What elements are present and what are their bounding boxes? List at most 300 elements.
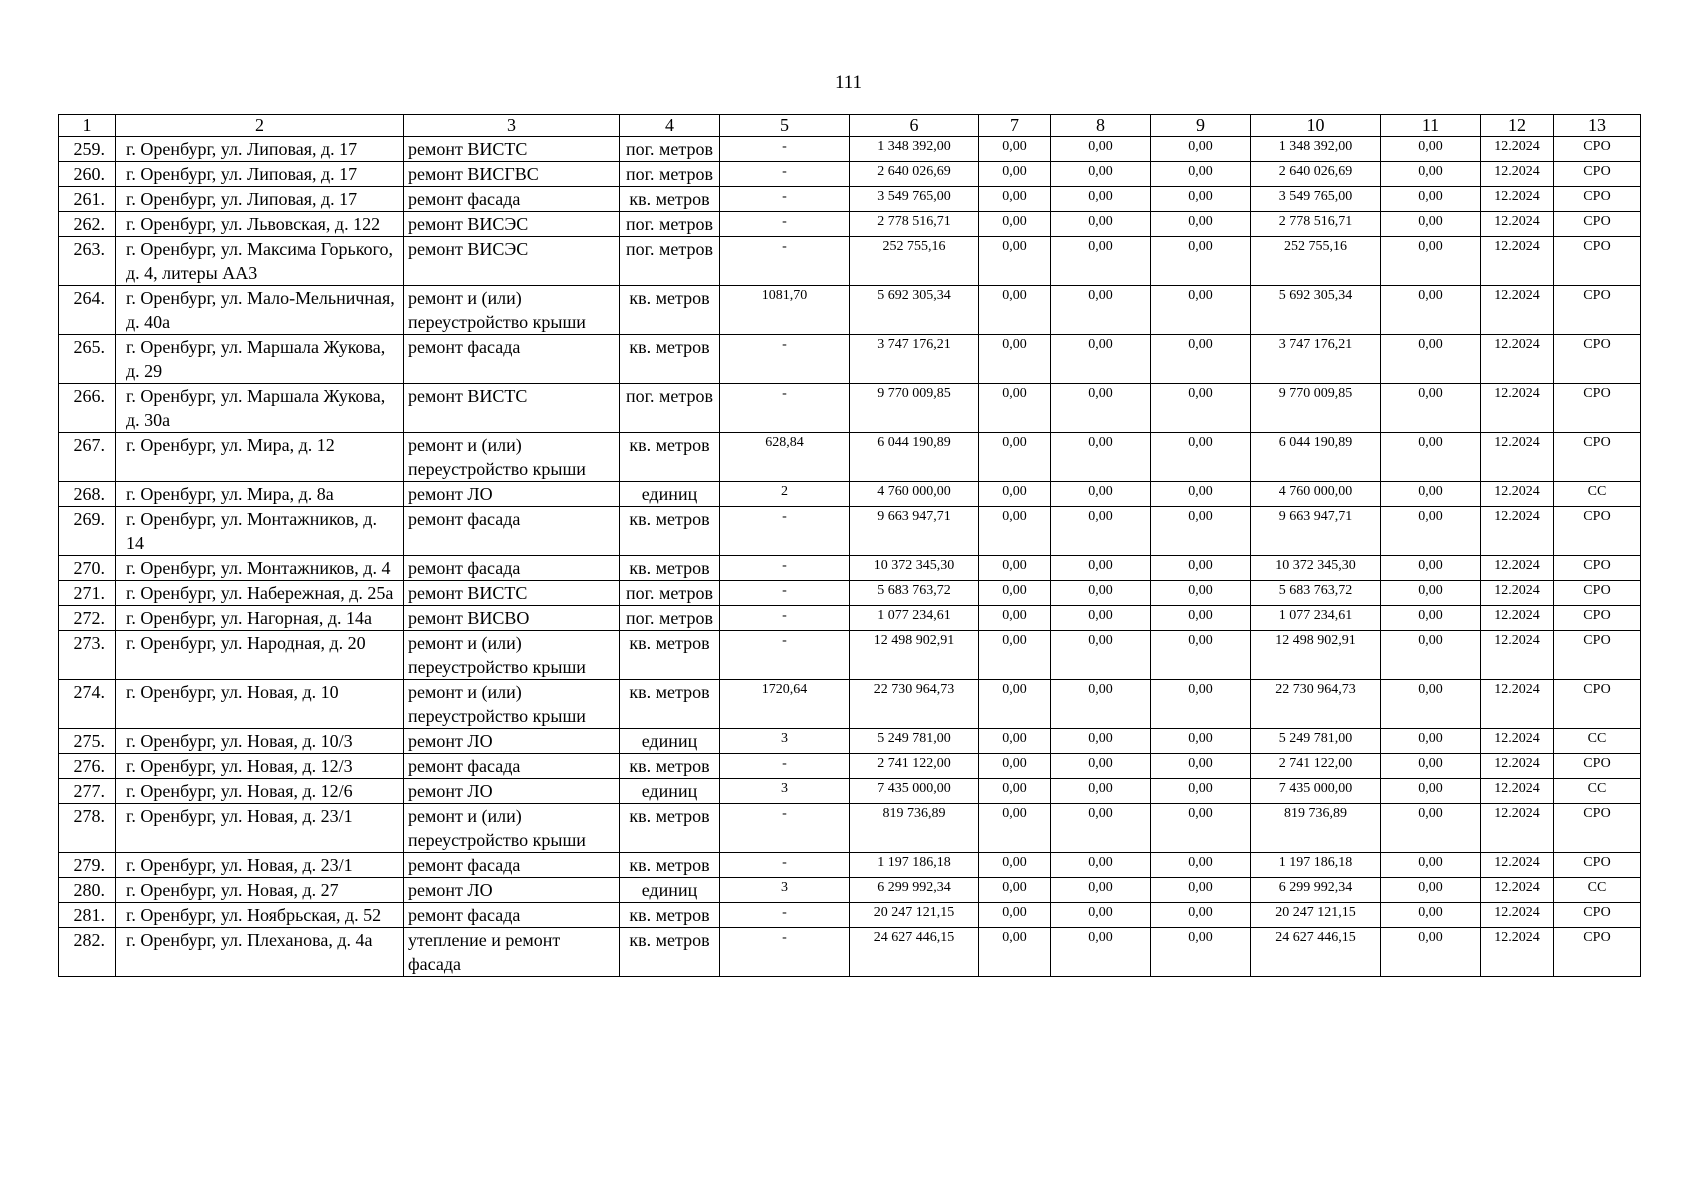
row-number-cell: 270. bbox=[59, 556, 116, 581]
other-funds-cell: 0,00 bbox=[1381, 903, 1481, 928]
table-row bbox=[59, 137, 1641, 162]
total-cost-cell: 5 692 305,34 bbox=[850, 286, 979, 335]
total-cost-cell: 22 730 964,73 bbox=[850, 680, 979, 729]
fund-cost-cell: 0,00 bbox=[979, 606, 1051, 631]
deadline-cell: 12.2024 bbox=[1481, 162, 1554, 187]
total-cost-cell: 5 249 781,00 bbox=[850, 729, 979, 754]
work-type-cell: ремонт фасада bbox=[404, 507, 620, 556]
fund-cost-cell: 0,00 bbox=[979, 433, 1051, 482]
total-cost-cell: 7 435 000,00 bbox=[850, 779, 979, 804]
fund-type-cell: СРО bbox=[1554, 680, 1641, 729]
budget-cost-cell: 0,00 bbox=[1051, 187, 1151, 212]
deadline-cell: 12.2024 bbox=[1481, 384, 1554, 433]
fund-type-cell: СРО bbox=[1554, 903, 1641, 928]
deadline-cell: 12.2024 bbox=[1481, 137, 1554, 162]
fund-type-cell: СРО bbox=[1554, 384, 1641, 433]
budget-cost-cell: 0,00 bbox=[1051, 779, 1151, 804]
total-cost-cell: 819 736,89 bbox=[850, 804, 979, 853]
unit-cell: пог. метров bbox=[620, 606, 720, 631]
fund-cost-cell: 0,00 bbox=[979, 804, 1051, 853]
address-cell: г. Оренбург, ул. Новая, д. 10/3 bbox=[116, 729, 404, 754]
fund-cost-cell: 0,00 bbox=[979, 507, 1051, 556]
total-cost-cell: 2 640 026,69 bbox=[850, 162, 979, 187]
budget-cost-cell: 0,00 bbox=[1051, 237, 1151, 286]
total-cost-cell: 1 197 186,18 bbox=[850, 853, 979, 878]
table-row bbox=[59, 754, 1641, 779]
address-cell: г. Оренбург, ул. Плеханова, д. 4а bbox=[116, 928, 404, 977]
row-number-cell: 273. bbox=[59, 631, 116, 680]
table-row bbox=[59, 853, 1641, 878]
row-number-cell: 265. bbox=[59, 335, 116, 384]
work-type-cell: ремонт ВИСТС bbox=[404, 384, 620, 433]
column-header: 10 bbox=[1251, 115, 1381, 137]
total-cost-cell: 6 299 992,34 bbox=[850, 878, 979, 903]
deadline-cell: 12.2024 bbox=[1481, 631, 1554, 680]
row-number-cell: 276. bbox=[59, 754, 116, 779]
total-cost-cell: 24 627 446,15 bbox=[850, 928, 979, 977]
budget-cost-cell: 0,00 bbox=[1051, 507, 1151, 556]
total-cost-cell: 2 778 516,71 bbox=[850, 212, 979, 237]
owners-funds-cell: 6 044 190,89 bbox=[1251, 433, 1381, 482]
fund-cost-cell: 0,00 bbox=[979, 556, 1051, 581]
fund-type-cell: СРО bbox=[1554, 853, 1641, 878]
owners-funds-cell: 5 692 305,34 bbox=[1251, 286, 1381, 335]
total-cost-cell: 5 683 763,72 bbox=[850, 581, 979, 606]
fund-type-cell: СРО bbox=[1554, 606, 1641, 631]
owners-funds-cell: 2 778 516,71 bbox=[1251, 212, 1381, 237]
row-number-cell: 267. bbox=[59, 433, 116, 482]
column-header: 1 bbox=[59, 115, 116, 137]
row-number-cell: 274. bbox=[59, 680, 116, 729]
other-funds-cell: 0,00 bbox=[1381, 137, 1481, 162]
fund-cost-cell: 0,00 bbox=[979, 384, 1051, 433]
work-type-cell: ремонт ЛО bbox=[404, 878, 620, 903]
budget-cost-cell: 0,00 bbox=[1051, 754, 1151, 779]
fund-cost-cell: 0,00 bbox=[979, 779, 1051, 804]
address-cell: г. Оренбург, ул. Максима Горького, д. 4, литеры АА3 bbox=[116, 237, 404, 286]
owners-funds-cell: 9 663 947,71 bbox=[1251, 507, 1381, 556]
fund-type-cell: СРО bbox=[1554, 162, 1641, 187]
fund-cost-cell: 0,00 bbox=[979, 162, 1051, 187]
work-type-cell: ремонт фасада bbox=[404, 903, 620, 928]
fund-type-cell: СС bbox=[1554, 729, 1641, 754]
fund-cost-cell: 0,00 bbox=[979, 482, 1051, 507]
address-cell: г. Оренбург, ул. Набережная, д. 25а bbox=[116, 581, 404, 606]
budget-cost-cell: 0,00 bbox=[1051, 631, 1151, 680]
work-type-cell: ремонт ВИСТС bbox=[404, 137, 620, 162]
table-body bbox=[59, 137, 1641, 977]
other-funds-cell: 0,00 bbox=[1381, 804, 1481, 853]
table-row bbox=[59, 729, 1641, 754]
deadline-cell: 12.2024 bbox=[1481, 237, 1554, 286]
page-number: 111 bbox=[834, 72, 863, 93]
budget-cost-cell: 0,00 bbox=[1051, 556, 1151, 581]
local-budget-cell: 0,00 bbox=[1151, 335, 1251, 384]
local-budget-cell: 0,00 bbox=[1151, 507, 1251, 556]
address-cell: г. Оренбург, ул. Мира, д. 8а bbox=[116, 482, 404, 507]
budget-cost-cell: 0,00 bbox=[1051, 729, 1151, 754]
local-budget-cell: 0,00 bbox=[1151, 903, 1251, 928]
deadline-cell: 12.2024 bbox=[1481, 754, 1554, 779]
deadline-cell: 12.2024 bbox=[1481, 606, 1554, 631]
work-type-cell: ремонт фасада bbox=[404, 335, 620, 384]
unit-cell: единиц bbox=[620, 779, 720, 804]
table-row bbox=[59, 928, 1641, 977]
work-type-cell: ремонт и (или) переустройство крыши bbox=[404, 433, 620, 482]
total-cost-cell: 2 741 122,00 bbox=[850, 754, 979, 779]
budget-cost-cell: 0,00 bbox=[1051, 928, 1151, 977]
address-cell: г. Оренбург, ул. Новая, д. 10 bbox=[116, 680, 404, 729]
quantity-cell: - bbox=[720, 804, 850, 853]
owners-funds-cell: 2 741 122,00 bbox=[1251, 754, 1381, 779]
unit-cell: единиц bbox=[620, 482, 720, 507]
fund-type-cell: СРО bbox=[1554, 137, 1641, 162]
fund-type-cell: СРО bbox=[1554, 507, 1641, 556]
row-number-cell: 261. bbox=[59, 187, 116, 212]
quantity-cell: 1081,70 bbox=[720, 286, 850, 335]
owners-funds-cell: 252 755,16 bbox=[1251, 237, 1381, 286]
owners-funds-cell: 1 348 392,00 bbox=[1251, 137, 1381, 162]
row-number-cell: 281. bbox=[59, 903, 116, 928]
local-budget-cell: 0,00 bbox=[1151, 779, 1251, 804]
other-funds-cell: 0,00 bbox=[1381, 482, 1481, 507]
other-funds-cell: 0,00 bbox=[1381, 779, 1481, 804]
work-type-cell: ремонт и (или) переустройство крыши bbox=[404, 804, 620, 853]
address-cell: г. Оренбург, ул. Новая, д. 23/1 bbox=[116, 853, 404, 878]
budget-cost-cell: 0,00 bbox=[1051, 903, 1151, 928]
unit-cell: кв. метров bbox=[620, 507, 720, 556]
table-row bbox=[59, 804, 1641, 853]
budget-cost-cell: 0,00 bbox=[1051, 162, 1151, 187]
owners-funds-cell: 5 683 763,72 bbox=[1251, 581, 1381, 606]
row-number-cell: 279. bbox=[59, 853, 116, 878]
fund-cost-cell: 0,00 bbox=[979, 631, 1051, 680]
deadline-cell: 12.2024 bbox=[1481, 903, 1554, 928]
fund-type-cell: СРО bbox=[1554, 286, 1641, 335]
other-funds-cell: 0,00 bbox=[1381, 581, 1481, 606]
unit-cell: пог. метров bbox=[620, 237, 720, 286]
address-cell: г. Оренбург, ул. Ноябрьская, д. 52 bbox=[116, 903, 404, 928]
other-funds-cell: 0,00 bbox=[1381, 187, 1481, 212]
deadline-cell: 12.2024 bbox=[1481, 556, 1554, 581]
address-cell: г. Оренбург, ул. Новая, д. 12/6 bbox=[116, 779, 404, 804]
quantity-cell: - bbox=[720, 903, 850, 928]
work-type-cell: ремонт ВИСВО bbox=[404, 606, 620, 631]
column-header: 8 bbox=[1051, 115, 1151, 137]
fund-type-cell: СС bbox=[1554, 482, 1641, 507]
quantity-cell: - bbox=[720, 384, 850, 433]
column-header: 3 bbox=[404, 115, 620, 137]
other-funds-cell: 0,00 bbox=[1381, 162, 1481, 187]
fund-cost-cell: 0,00 bbox=[979, 286, 1051, 335]
table-row bbox=[59, 903, 1641, 928]
unit-cell: кв. метров bbox=[620, 903, 720, 928]
fund-cost-cell: 0,00 bbox=[979, 212, 1051, 237]
row-number-cell: 269. bbox=[59, 507, 116, 556]
work-type-cell: ремонт фасада bbox=[404, 187, 620, 212]
column-header: 5 bbox=[720, 115, 850, 137]
other-funds-cell: 0,00 bbox=[1381, 853, 1481, 878]
fund-cost-cell: 0,00 bbox=[979, 853, 1051, 878]
total-cost-cell: 10 372 345,30 bbox=[850, 556, 979, 581]
address-cell: г. Оренбург, ул. Мало-Мельничная, д. 40а bbox=[116, 286, 404, 335]
unit-cell: кв. метров bbox=[620, 680, 720, 729]
deadline-cell: 12.2024 bbox=[1481, 286, 1554, 335]
other-funds-cell: 0,00 bbox=[1381, 606, 1481, 631]
owners-funds-cell: 4 760 000,00 bbox=[1251, 482, 1381, 507]
deadline-cell: 12.2024 bbox=[1481, 335, 1554, 384]
total-cost-cell: 1 077 234,61 bbox=[850, 606, 979, 631]
fund-type-cell: СРО bbox=[1554, 335, 1641, 384]
fund-cost-cell: 0,00 bbox=[979, 237, 1051, 286]
fund-type-cell: СРО bbox=[1554, 928, 1641, 977]
row-number-cell: 275. bbox=[59, 729, 116, 754]
deadline-cell: 12.2024 bbox=[1481, 433, 1554, 482]
fund-cost-cell: 0,00 bbox=[979, 335, 1051, 384]
local-budget-cell: 0,00 bbox=[1151, 754, 1251, 779]
owners-funds-cell: 12 498 902,91 bbox=[1251, 631, 1381, 680]
address-cell: г. Оренбург, ул. Новая, д. 27 bbox=[116, 878, 404, 903]
local-budget-cell: 0,00 bbox=[1151, 804, 1251, 853]
local-budget-cell: 0,00 bbox=[1151, 433, 1251, 482]
total-cost-cell: 20 247 121,15 bbox=[850, 903, 979, 928]
other-funds-cell: 0,00 bbox=[1381, 729, 1481, 754]
unit-cell: пог. метров bbox=[620, 137, 720, 162]
budget-cost-cell: 0,00 bbox=[1051, 680, 1151, 729]
work-type-cell: ремонт и (или) переустройство крыши bbox=[404, 680, 620, 729]
column-header: 9 bbox=[1151, 115, 1251, 137]
work-type-cell: ремонт и (или) переустройство крыши bbox=[404, 631, 620, 680]
quantity-cell: - bbox=[720, 187, 850, 212]
fund-cost-cell: 0,00 bbox=[979, 187, 1051, 212]
budget-cost-cell: 0,00 bbox=[1051, 804, 1151, 853]
quantity-cell: - bbox=[720, 335, 850, 384]
owners-funds-cell: 2 640 026,69 bbox=[1251, 162, 1381, 187]
deadline-cell: 12.2024 bbox=[1481, 853, 1554, 878]
owners-funds-cell: 20 247 121,15 bbox=[1251, 903, 1381, 928]
unit-cell: единиц bbox=[620, 729, 720, 754]
table-row bbox=[59, 507, 1641, 556]
fund-type-cell: СРО bbox=[1554, 631, 1641, 680]
work-type-cell: ремонт ВИСЭС bbox=[404, 212, 620, 237]
quantity-cell: - bbox=[720, 212, 850, 237]
quantity-cell: - bbox=[720, 137, 850, 162]
unit-cell: кв. метров bbox=[620, 335, 720, 384]
budget-cost-cell: 0,00 bbox=[1051, 433, 1151, 482]
local-budget-cell: 0,00 bbox=[1151, 137, 1251, 162]
fund-cost-cell: 0,00 bbox=[979, 878, 1051, 903]
table-row bbox=[59, 631, 1641, 680]
other-funds-cell: 0,00 bbox=[1381, 928, 1481, 977]
column-header: 12 bbox=[1481, 115, 1554, 137]
unit-cell: кв. метров bbox=[620, 187, 720, 212]
total-cost-cell: 12 498 902,91 bbox=[850, 631, 979, 680]
total-cost-cell: 3 549 765,00 bbox=[850, 187, 979, 212]
work-type-cell: ремонт ВИСЭС bbox=[404, 237, 620, 286]
quantity-cell: - bbox=[720, 754, 850, 779]
owners-funds-cell: 1 197 186,18 bbox=[1251, 853, 1381, 878]
row-number-cell: 264. bbox=[59, 286, 116, 335]
budget-cost-cell: 0,00 bbox=[1051, 212, 1151, 237]
row-number-cell: 266. bbox=[59, 384, 116, 433]
fund-type-cell: СРО bbox=[1554, 804, 1641, 853]
work-type-cell: ремонт ЛО bbox=[404, 729, 620, 754]
deadline-cell: 12.2024 bbox=[1481, 729, 1554, 754]
capital-repair-table bbox=[58, 114, 1641, 977]
deadline-cell: 12.2024 bbox=[1481, 928, 1554, 977]
unit-cell: кв. метров bbox=[620, 928, 720, 977]
owners-funds-cell: 3 549 765,00 bbox=[1251, 187, 1381, 212]
unit-cell: кв. метров bbox=[620, 433, 720, 482]
row-number-cell: 271. bbox=[59, 581, 116, 606]
row-number-cell: 268. bbox=[59, 482, 116, 507]
table-row bbox=[59, 212, 1641, 237]
work-type-cell: утепление и ремонт фасада bbox=[404, 928, 620, 977]
deadline-cell: 12.2024 bbox=[1481, 212, 1554, 237]
table-row bbox=[59, 878, 1641, 903]
other-funds-cell: 0,00 bbox=[1381, 286, 1481, 335]
budget-cost-cell: 0,00 bbox=[1051, 482, 1151, 507]
unit-cell: кв. метров bbox=[620, 286, 720, 335]
row-number-cell: 262. bbox=[59, 212, 116, 237]
column-header: 11 bbox=[1381, 115, 1481, 137]
local-budget-cell: 0,00 bbox=[1151, 212, 1251, 237]
total-cost-cell: 4 760 000,00 bbox=[850, 482, 979, 507]
local-budget-cell: 0,00 bbox=[1151, 853, 1251, 878]
address-cell: г. Оренбург, ул. Львовская, д. 122 bbox=[116, 212, 404, 237]
unit-cell: пог. метров bbox=[620, 212, 720, 237]
budget-cost-cell: 0,00 bbox=[1051, 137, 1151, 162]
budget-cost-cell: 0,00 bbox=[1051, 384, 1151, 433]
row-number-cell: 278. bbox=[59, 804, 116, 853]
row-number-cell: 272. bbox=[59, 606, 116, 631]
address-cell: г. Оренбург, ул. Новая, д. 23/1 bbox=[116, 804, 404, 853]
column-header: 6 bbox=[850, 115, 979, 137]
table-row bbox=[59, 680, 1641, 729]
fund-type-cell: СРО bbox=[1554, 754, 1641, 779]
fund-type-cell: СРО bbox=[1554, 237, 1641, 286]
row-number-cell: 260. bbox=[59, 162, 116, 187]
quantity-cell: - bbox=[720, 853, 850, 878]
row-number-cell: 263. bbox=[59, 237, 116, 286]
fund-cost-cell: 0,00 bbox=[979, 137, 1051, 162]
address-cell: г. Оренбург, ул. Липовая, д. 17 bbox=[116, 162, 404, 187]
quantity-cell: 2 bbox=[720, 482, 850, 507]
quantity-cell: - bbox=[720, 507, 850, 556]
owners-funds-cell: 7 435 000,00 bbox=[1251, 779, 1381, 804]
deadline-cell: 12.2024 bbox=[1481, 680, 1554, 729]
table-row bbox=[59, 237, 1641, 286]
budget-cost-cell: 0,00 bbox=[1051, 335, 1151, 384]
other-funds-cell: 0,00 bbox=[1381, 754, 1481, 779]
quantity-cell: 1720,64 bbox=[720, 680, 850, 729]
table-row bbox=[59, 335, 1641, 384]
unit-cell: кв. метров bbox=[620, 804, 720, 853]
unit-cell: кв. метров bbox=[620, 853, 720, 878]
table-row bbox=[59, 482, 1641, 507]
total-cost-cell: 3 747 176,21 bbox=[850, 335, 979, 384]
fund-type-cell: СРО bbox=[1554, 581, 1641, 606]
local-budget-cell: 0,00 bbox=[1151, 162, 1251, 187]
row-number-cell: 280. bbox=[59, 878, 116, 903]
table-row bbox=[59, 556, 1641, 581]
owners-funds-cell: 6 299 992,34 bbox=[1251, 878, 1381, 903]
other-funds-cell: 0,00 bbox=[1381, 384, 1481, 433]
fund-type-cell: СРО bbox=[1554, 187, 1641, 212]
budget-cost-cell: 0,00 bbox=[1051, 606, 1151, 631]
fund-type-cell: СС bbox=[1554, 779, 1641, 804]
deadline-cell: 12.2024 bbox=[1481, 779, 1554, 804]
owners-funds-cell: 3 747 176,21 bbox=[1251, 335, 1381, 384]
quantity-cell: - bbox=[720, 631, 850, 680]
budget-cost-cell: 0,00 bbox=[1051, 286, 1151, 335]
other-funds-cell: 0,00 bbox=[1381, 237, 1481, 286]
fund-cost-cell: 0,00 bbox=[979, 754, 1051, 779]
fund-cost-cell: 0,00 bbox=[979, 680, 1051, 729]
table-row bbox=[59, 581, 1641, 606]
address-cell: г. Оренбург, ул. Маршала Жукова, д. 30а bbox=[116, 384, 404, 433]
local-budget-cell: 0,00 bbox=[1151, 556, 1251, 581]
local-budget-cell: 0,00 bbox=[1151, 237, 1251, 286]
other-funds-cell: 0,00 bbox=[1381, 212, 1481, 237]
unit-cell: кв. метров bbox=[620, 754, 720, 779]
local-budget-cell: 0,00 bbox=[1151, 631, 1251, 680]
work-type-cell: ремонт фасада bbox=[404, 853, 620, 878]
other-funds-cell: 0,00 bbox=[1381, 878, 1481, 903]
work-type-cell: ремонт и (или) переустройство крыши bbox=[404, 286, 620, 335]
local-budget-cell: 0,00 bbox=[1151, 187, 1251, 212]
work-type-cell: ремонт ВИСТС bbox=[404, 581, 620, 606]
column-header: 2 bbox=[116, 115, 404, 137]
total-cost-cell: 9 770 009,85 bbox=[850, 384, 979, 433]
quantity-cell: 628,84 bbox=[720, 433, 850, 482]
quantity-cell: 3 bbox=[720, 878, 850, 903]
local-budget-cell: 0,00 bbox=[1151, 680, 1251, 729]
local-budget-cell: 0,00 bbox=[1151, 729, 1251, 754]
deadline-cell: 12.2024 bbox=[1481, 581, 1554, 606]
work-type-cell: ремонт фасада bbox=[404, 556, 620, 581]
owners-funds-cell: 24 627 446,15 bbox=[1251, 928, 1381, 977]
owners-funds-cell: 10 372 345,30 bbox=[1251, 556, 1381, 581]
total-cost-cell: 9 663 947,71 bbox=[850, 507, 979, 556]
budget-cost-cell: 0,00 bbox=[1051, 878, 1151, 903]
work-type-cell: ремонт ЛО bbox=[404, 482, 620, 507]
quantity-cell: 3 bbox=[720, 779, 850, 804]
other-funds-cell: 0,00 bbox=[1381, 631, 1481, 680]
budget-cost-cell: 0,00 bbox=[1051, 581, 1151, 606]
fund-type-cell: СРО bbox=[1554, 433, 1641, 482]
fund-cost-cell: 0,00 bbox=[979, 729, 1051, 754]
deadline-cell: 12.2024 bbox=[1481, 804, 1554, 853]
quantity-cell: - bbox=[720, 606, 850, 631]
fund-cost-cell: 0,00 bbox=[979, 928, 1051, 977]
fund-type-cell: СС bbox=[1554, 878, 1641, 903]
column-header: 4 bbox=[620, 115, 720, 137]
local-budget-cell: 0,00 bbox=[1151, 606, 1251, 631]
total-cost-cell: 252 755,16 bbox=[850, 237, 979, 286]
row-number-cell: 259. bbox=[59, 137, 116, 162]
local-budget-cell: 0,00 bbox=[1151, 384, 1251, 433]
deadline-cell: 12.2024 bbox=[1481, 507, 1554, 556]
fund-cost-cell: 0,00 bbox=[979, 581, 1051, 606]
deadline-cell: 12.2024 bbox=[1481, 878, 1554, 903]
address-cell: г. Оренбург, ул. Новая, д. 12/3 bbox=[116, 754, 404, 779]
owners-funds-cell: 5 249 781,00 bbox=[1251, 729, 1381, 754]
fund-type-cell: СРО bbox=[1554, 212, 1641, 237]
other-funds-cell: 0,00 bbox=[1381, 556, 1481, 581]
owners-funds-cell: 9 770 009,85 bbox=[1251, 384, 1381, 433]
work-type-cell: ремонт фасада bbox=[404, 754, 620, 779]
